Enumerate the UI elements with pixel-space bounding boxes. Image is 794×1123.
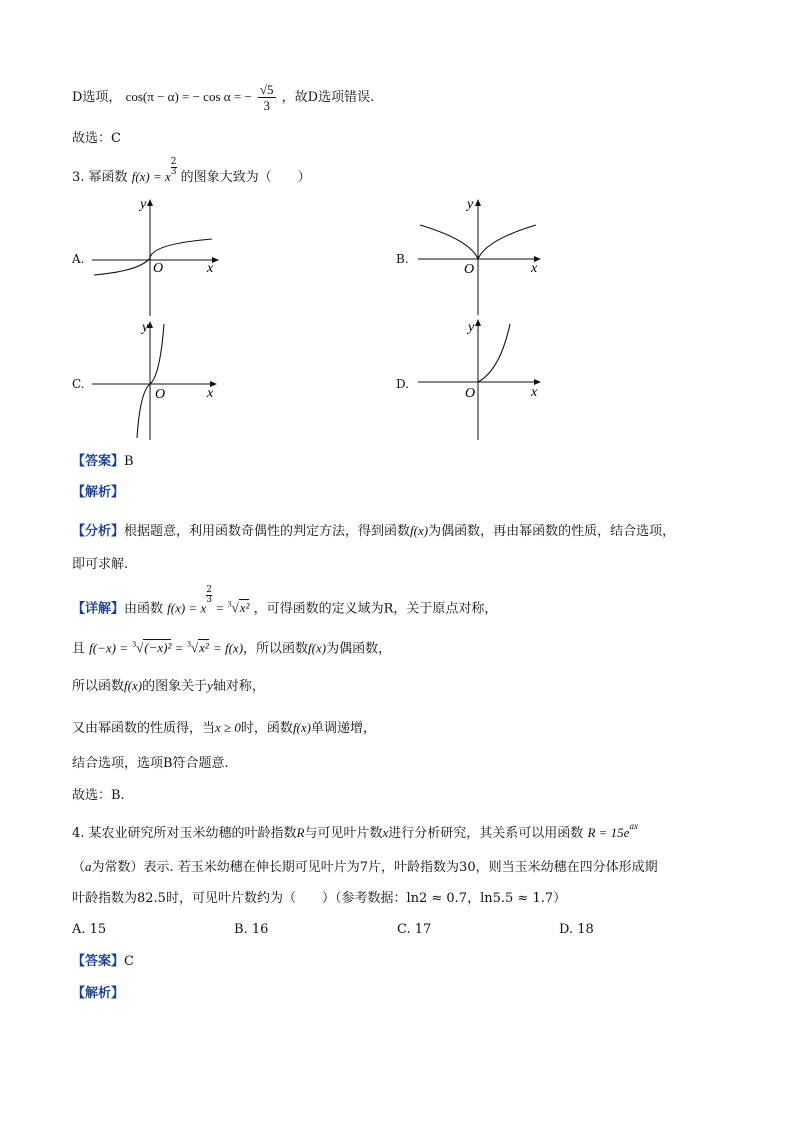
exp-den: 3	[206, 595, 212, 605]
xj-a: 由函数	[124, 601, 164, 617]
axis-y-label: y	[467, 197, 474, 212]
xiangjie-line-1	[72, 585, 498, 618]
fenxi-line-1	[72, 522, 675, 541]
q3-analysis-line	[72, 484, 124, 502]
graph-option-d-label: D.	[396, 377, 410, 391]
xj-e: 为偶函数，	[326, 641, 392, 657]
graph-option-c-label: C.	[72, 377, 85, 391]
choose-b: 故选：B.	[72, 788, 125, 803]
graph-b	[418, 197, 540, 315]
graph-option-a-label: A.	[72, 252, 85, 266]
fx: f(x)	[124, 678, 143, 693]
fenxi-text-a: 根据题意，利用函数奇偶性的判定方法，得到函数	[124, 524, 411, 539]
question-4-line-3	[72, 890, 566, 908]
xiangjie-line-5	[72, 755, 229, 773]
q3-text-a: 幂函数	[88, 170, 128, 185]
xj-i: 又由幂函数的性质得，当	[72, 721, 216, 736]
fenxi-line-2	[72, 556, 128, 574]
question-4-line-2	[72, 858, 658, 877]
q4-a: 4. 某农业研究所对玉米幼穗的叶龄指数	[72, 826, 297, 841]
eq: =	[175, 640, 183, 656]
q4-x: x	[382, 825, 389, 840]
q4-exp: ax	[629, 821, 638, 831]
radicand: (−x)²	[144, 640, 172, 656]
q3-text-b: 的图象大致为（ ）	[180, 170, 311, 185]
xj-f: 所以函数	[72, 679, 125, 694]
axis-y-label: y	[468, 320, 475, 335]
q4-option-b: B. 16	[234, 922, 269, 937]
fenxi-text-b: 为偶函数，再由幂函数的性质，结合选项，	[428, 524, 676, 539]
answer-tag: 【答案】	[72, 954, 125, 969]
cube-root-2: $^3$√(−x)²	[132, 640, 172, 656]
origin-label: O	[153, 261, 164, 276]
y-var: y	[207, 678, 213, 693]
d-option-formula: cos(π − α) = − cos α = −	[125, 89, 252, 104]
xiangjie-line-2	[72, 636, 391, 658]
q4-a-var: a	[85, 859, 92, 874]
q4-e: 为常数）表示. 若玉米幼穗在伸长期可见叶片为7片，叶龄指数为30，则当玉米幼穗在四分体形成期	[91, 860, 658, 875]
eq: =	[216, 600, 224, 616]
radicand: x²	[199, 640, 209, 656]
q4-f: 叶龄指数为82.5时，可见叶片数约为（ ）（参考数据：ln2 ≈ 0.7，ln5.5 ≈ 1.7）	[72, 891, 567, 906]
q4-c: 进行分析研究，其关系可以用函数	[388, 826, 584, 841]
fx: f(x)	[308, 640, 327, 656]
xj-l: 结合选项，选项B符合题意.	[72, 756, 229, 771]
fx: f(x)	[292, 720, 311, 735]
q4-formula: R = 15e	[587, 825, 630, 840]
axis-x-label: x	[207, 386, 214, 401]
xj-h: 轴对称，	[212, 679, 265, 694]
d-option-suffix: ，故D选项错误.	[281, 90, 375, 105]
analysis-tag: 【解析】	[72, 986, 125, 1001]
q3-answer: B	[124, 454, 134, 469]
graph-d	[418, 320, 540, 440]
xj-cond: x ≥ 0	[215, 720, 241, 735]
q4-d: （	[72, 860, 86, 875]
origin-label: O	[465, 386, 476, 401]
origin-label: O	[464, 262, 475, 277]
axis-x-label: x	[531, 261, 538, 276]
q4-answer: C	[124, 954, 134, 969]
graph-option-b-label: B.	[396, 252, 409, 266]
axis-x-label: x	[207, 261, 214, 276]
q4-option-c: C. 17	[397, 922, 432, 937]
fenxi-text-c: 即可求解.	[72, 557, 129, 572]
question-4-line-1	[72, 821, 638, 843]
frac-num: √5	[259, 82, 274, 97]
q3-number: 3.	[72, 170, 85, 185]
graph-c	[92, 320, 216, 440]
axis-y-label: y	[140, 197, 147, 212]
axis-y-label: y	[142, 320, 149, 335]
origin-label: O	[155, 387, 166, 402]
xiangjie-line-4	[72, 719, 376, 738]
curve-d	[478, 324, 510, 382]
q4-option-a: A. 15	[72, 922, 107, 937]
axis-x-label: x	[531, 385, 538, 400]
q4-option-d: D. 18	[559, 922, 594, 937]
q4-R: R	[296, 825, 305, 840]
graph-options	[0, 0, 794, 460]
exp-num: 2	[206, 585, 212, 595]
choose-b-line	[72, 787, 125, 805]
q3-formula: f(x) = x	[131, 169, 171, 184]
xj-exponent	[206, 586, 212, 605]
frac-den: 3	[263, 98, 270, 113]
analysis-tag: 【解析】	[72, 485, 125, 500]
q4-analysis-line	[72, 985, 124, 1003]
fenxi-tag: 【分析】	[72, 524, 125, 539]
xj-k: 单调递增，	[310, 721, 376, 736]
q4-b: 与可见叶片数	[304, 826, 383, 841]
xj-d: ，所以函数	[243, 641, 309, 657]
xiangjie-tag: 【详解】	[72, 601, 125, 617]
exp-den: 3	[170, 167, 177, 177]
answer-tag: 【答案】	[72, 454, 125, 469]
d-option-prefix: D选项，	[72, 90, 122, 105]
graph-a	[92, 197, 218, 316]
xj-formula2c: = f(x)	[212, 640, 244, 656]
exp-num: 2	[170, 157, 177, 167]
choose-c: 故选：C	[72, 131, 121, 146]
xj-j: 时，函数	[240, 721, 293, 736]
fx: f(x)	[410, 523, 429, 538]
xj-formula1: f(x) = x	[167, 600, 207, 616]
cube-root-1: $^3$√x²	[227, 600, 250, 616]
xj-g: 的图象关于	[142, 679, 208, 694]
cube-root-3: $^3$√x²	[187, 640, 209, 656]
xiangjie-line-3	[72, 677, 265, 696]
q3-answer-line	[72, 453, 134, 471]
xj-b: ，可得函数的定义域为R，关于原点对称，	[253, 601, 498, 617]
xj-formula2: f(−x) =	[89, 640, 128, 656]
q4-answer-line	[72, 953, 134, 971]
xj-c: 且	[72, 641, 86, 657]
radicand: x²	[239, 600, 250, 616]
